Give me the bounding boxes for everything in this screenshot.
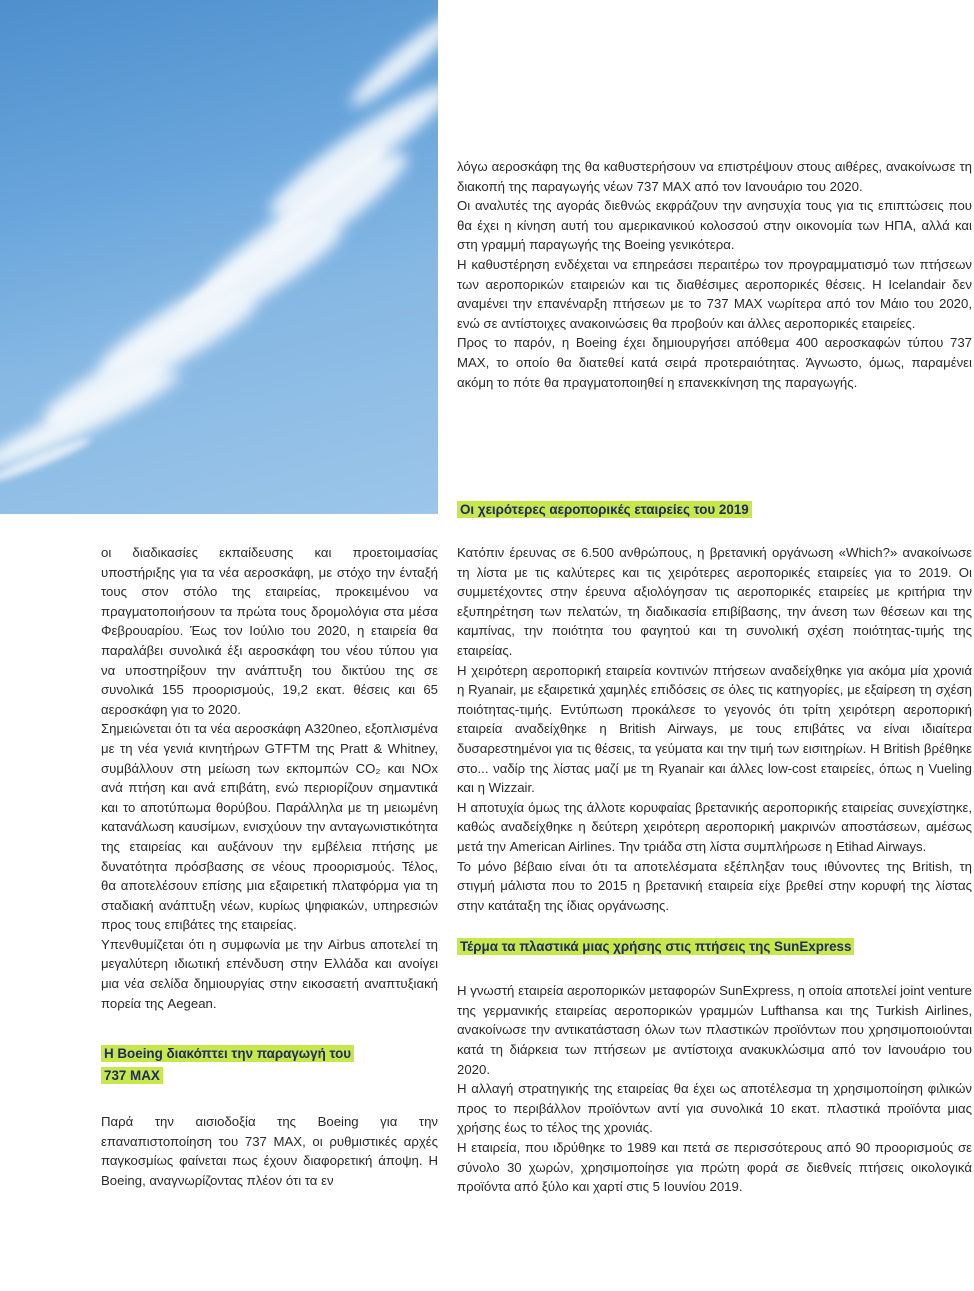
article-column-left bbox=[101, 543, 438, 1191]
heading-text: Η Boeing διακόπτει την παραγωγή του 737 MAX bbox=[101, 1045, 354, 1084]
paragraph: Η χειρότερη αεροπορική εταιρεία κοντινών πτήσεων αναδείχθηκε για ακόμα μία χρονιά η Ryanair, με εξαιρετικά χαμηλές επιδόσεις σε όλες τις κατηγορίες, με εξαίρεση τη σχέση ποιότητας-τιμής. Εντύπωση προκάλεσε το γεγονός ότι τρίτη χειρότερη αεροπορική εταιρεία αναδείχθηκε η British Airways, με τους επιβάτες να είναι ιδιαίτερα δυσαρεστημένοι για τις θέσεις, τα γεύματα και την τιμή των εισιτηρίων. Η British βρέθηκε στο... ναδίρ της λίστας μαζί με τη Ryanair και άλλες low-cost εταιρείες, όπως η Vueling και η Wizzair. bbox=[457, 662, 972, 796]
paragraph: Η αποτυχία όμως της άλλοτε κορυφαίας βρετανικής αεροπορικής εταιρείας συνεχίστηκε, καθώς αναδείχθηκε η δεύτερη χειρότερη αεροπορική μακρινών αποστάσεων, αμέσως μετά την American Airlines. Την τριάδα στη λίστα συμπλήρωσε η Etihad Airways. bbox=[457, 799, 972, 854]
paragraph: Υπενθυμίζεται ότι η συμφωνία με την Airbus αποτελεί τη μεγαλύτερη ιδιωτική επένδυση στην Ελλάδα και ανοίγει μια νέα σελίδα δημιουργίας στην εικοσαετή αναπτυξιακή πορεία της Aegean. bbox=[101, 936, 438, 1011]
sky-photo bbox=[0, 0, 438, 514]
paragraph: Το μόνο βέβαιο είναι ότι τα αποτελέσματα εξέπληξαν τους ιθύνοντες της British, τη στιγμή μάλιστα που το 2015 η βρετανική εταιρεία είχε βρεθεί στην κορυφή της λίστας στην κατάταξη της ίδιας οργάνωσης. bbox=[457, 858, 972, 913]
paragraph: Προς το παρόν, η Boeing έχει δημιουργήσει απόθεμα 400 αεροσκαφών τύπου 737 MAX, το οποίο θα διατεθεί κατά σειρά προτεραιότητας. Άγνωστο, όμως, παραμένει ακόμη το πότε θα πραγματοποιηθεί η επανεκκίνηση της παραγωγής. bbox=[457, 335, 972, 390]
section-heading-boeing bbox=[101, 1043, 371, 1087]
paragraph: Η αλλαγή στρατηγικής της εταιρείας θα έχει ως αποτέλεσμα τη χρησιμοποίηση φιλικών προς το περιβάλλον προϊόντων αντί για συνολικά 10 εκατ. πλαστικά προϊόντα μιας χρήσης έως το τέλος της χρονιάς. bbox=[457, 1081, 972, 1136]
paragraph: Σημειώνεται ότι τα νέα αεροσκάφη A320neo, εξοπλισμένα με τη νέα γενιά κινητήρων GTFTM της Pratt & Whitney, συμβάλλουν στη μείωση των εκπομπών CO₂ και NOx ανά πτήση και ανά επιβάτη, ενώ περιορίζουν σημαντικά και το αποτύπωμα θορύβου. Παράλληλα με τη μειωμένη κατανάλωση καυσίμων, ενισχύουν την ανταγωνιστικότητα της εταιρείας και αυξάνουν την εμβέλεια πτήσης με δυνατότητα πρόσβασης σε νέους προορισμούς. Τέλος, θα αποτελέσουν επίσης μια εξαιρετική πλατφόρμα για τη σταδιακή ανάπτυξη νέων, κυρίως ψηφιακών, υπηρεσιών προς τους επιβάτες της εταιρείας. bbox=[101, 721, 438, 933]
paragraph: Η εταιρεία, που ιδρύθηκε το 1989 και πετά σε περισσότερους από 90 προορισμούς σε σύνολο 30 χωρών, χρησιμοποίησε για πρώτη φορά σε διεθνείς πτήσεις οικολογικά προϊόντα από ξύλο και χαρτί στις 5 Ιουνίου 2019. bbox=[457, 1140, 972, 1195]
section-heading-worst-airlines bbox=[457, 499, 972, 521]
cloud-illustration bbox=[0, 0, 438, 514]
section-heading-sunexpress bbox=[457, 936, 972, 958]
article-column-right-top bbox=[457, 157, 972, 392]
heading-text: Τέρμα τα πλαστικά μιας χρήσης στις πτήσεις της SunExpress bbox=[457, 938, 854, 955]
heading-text: Οι χειρότερες αεροπορικές εταιρείες του 2019 bbox=[457, 501, 752, 518]
paragraph: Κατόπιν έρευνας σε 6.500 ανθρώπους, η βρετανική οργάνωση «Which?» ανακοίνωσε τη λίστα με τις καλύτερες και τις χειρότερες αεροπορικές εταιρείες για το 2019. Οι συμμετέχοντες στην έρευνα αξιολόγησαν τις αεροπορικές εταιρείες με κριτήρια την εξυπηρέτηση των πελατών, τη διαδικασία επιβίβασης, την άνεση των θέσεων και της καμπίνας, την ποιότητα του φαγητού και τη συνολική σχέση ποιότητας-τιμής της εταιρείας. bbox=[457, 545, 972, 658]
paragraph: Οι αναλυτές της αγοράς διεθνώς εκφράζουν την ανησυχία τους για τις επιπτώσεις που θα έχει η κίνηση αυτή του αμερικανικού κολοσσού στην οικονομία των ΗΠΑ, αλλά και στη γραμμή παραγωγής της Boeing γενικότερα. bbox=[457, 198, 972, 253]
paragraph: Παρά την αισιοδοξία της Boeing για την επαναπιστοποίηση του 737 MAX, οι ρυθμιστικές αρχές παγκοσμίως φαίνεται πως έχουν διαφορετική άποψη. Η Boeing, αναγνωρίζοντας πλέον ότι τα εν bbox=[101, 1114, 438, 1189]
article-column-right bbox=[457, 543, 972, 1197]
paragraph: Η γνωστή εταιρεία αεροπορικών μεταφορών SunExpress, η οποία αποτελεί joint venture της γερμανικής εταιρείας αεροπορικών γραμμών Lufthansa και της Turkish Airlines, ανακοίνωσε την αντικατάσταση όλων των πλαστικών προϊόντων που χρησιμοποιούνται κατά τη διάρκεια των πτήσεων με αντίστοιχα ανακυκλώσιμα από τον Ιανουάριο του 2020. bbox=[457, 983, 972, 1077]
paragraph: οι διαδικασίες εκπαίδευσης και προετοιμασίας υποστήριξης για τα νέα αεροσκάφη, με στόχο την ένταξή τους στον στόλο της εταιρείας, προκειμένου να πραγματοποιήσουν τα πρώτα τους δρομολόγια στα μέσα Φεβρουαρίου. Έως τον Ιούλιο του 2020, η εταιρεία θα παραλάβει συνολικά έξι αεροσκάφη του νέου τύπου για να υποστηρίξουν την ανάπτυξη του δικτύου της σε συνολικά 155 προορισμούς, 19,2 εκατ. θέσεις και 65 αεροσκάφη για το 2020. bbox=[101, 545, 438, 717]
paragraph: λόγω αεροσκάφη της θα καθυστερήσουν να επιστρέψουν στους αιθέρες, ανακοίνωσε τη διακοπή της παραγωγής νέων 737 MAX από τον Ιανουάριο του 2020. bbox=[457, 159, 972, 194]
paragraph: Η καθυστέρηση ενδέχεται να επηρεάσει περαιτέρω τον προγραμματισμό των πτήσεων των αεροπορικών εταιρειών και τις διαθέσιμες αεροπορικές θέσεις. Η Icelandair δεν αναμένει την επανέναρξη πτήσεων με το 737 MAX νωρίτερα από τον Μάιο του 2020, ενώ σε αντίστοιχες ανακοινώσεις θα προβούν και άλλες αεροπορικές εταιρείες. bbox=[457, 256, 972, 331]
